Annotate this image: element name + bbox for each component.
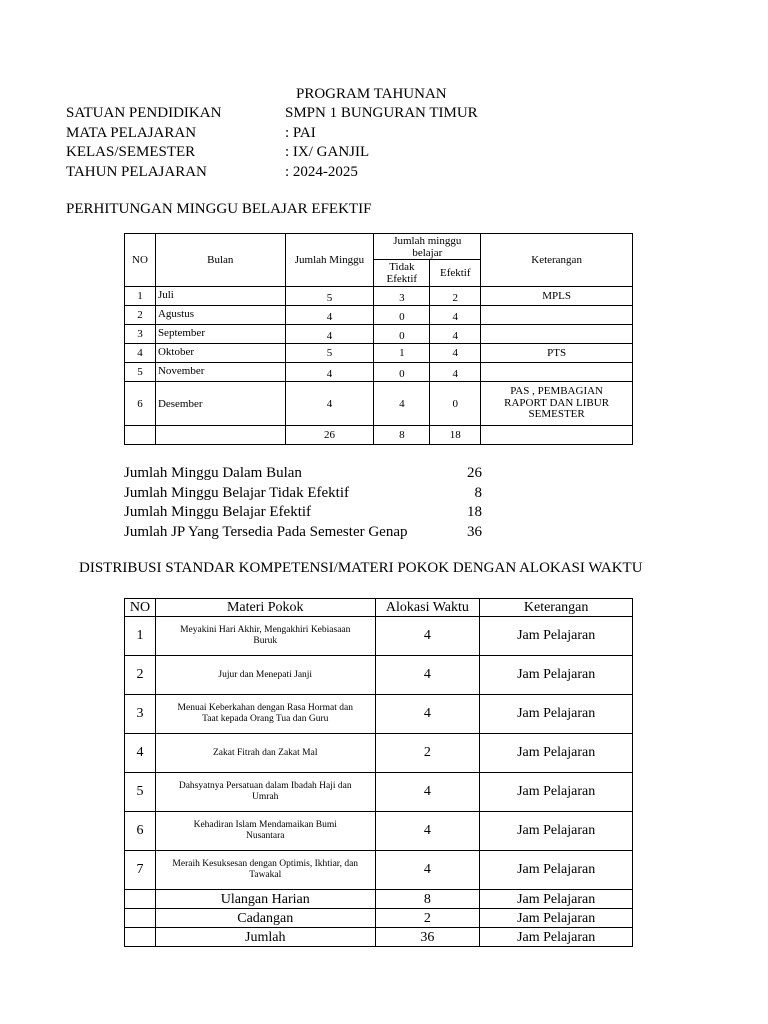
col-header-efektif: Efektif xyxy=(430,260,481,287)
cell-empty xyxy=(125,928,156,947)
cell-keterangan: Jam Pelajaran xyxy=(480,851,633,890)
summary-row xyxy=(124,523,482,543)
cell-bulan: November xyxy=(155,363,285,382)
cell-jumlah: 4 xyxy=(285,325,374,344)
header-label: TAHUN PELAJARAN xyxy=(66,163,207,180)
cell-no: 4 xyxy=(125,734,156,773)
document-title: PROGRAM TAHUNAN xyxy=(296,86,447,102)
cell-keterangan xyxy=(481,363,633,382)
cell-no: 6 xyxy=(125,812,156,851)
cell-keterangan: PAS , PEMBAGIAN RAPORT DAN LIBUR SEMESTER xyxy=(481,382,633,426)
table-footer-row xyxy=(125,890,633,909)
cell-no: 2 xyxy=(125,306,156,325)
footer-label: Ulangan Harian xyxy=(155,890,375,909)
cell-keterangan: MPLS xyxy=(481,287,633,306)
table-row xyxy=(125,812,633,851)
cell-jumlah: 4 xyxy=(285,363,374,382)
cell-no: 2 xyxy=(125,656,156,695)
footer-alokasi: 8 xyxy=(375,890,480,909)
cell-bulan: Agustus xyxy=(155,306,285,325)
col-header-alokasi: Alokasi Waktu xyxy=(375,599,480,617)
table-header-row xyxy=(125,234,633,260)
header-row xyxy=(66,124,478,144)
summary-label: Jumlah Minggu Belajar Tidak Efektif xyxy=(124,484,349,501)
cell-alokasi: 4 xyxy=(375,617,480,656)
table-header-row xyxy=(125,599,633,617)
summary-label: Jumlah Minggu Dalam Bulan xyxy=(124,465,302,481)
header-row xyxy=(66,163,478,183)
cell-jumlah: 4 xyxy=(285,306,374,325)
col-header-keterangan: Keterangan xyxy=(481,234,633,287)
cell-no: 1 xyxy=(125,617,156,656)
cell-no: 3 xyxy=(125,695,156,734)
cell-empty xyxy=(125,890,156,909)
cell-efektif: 4 xyxy=(430,306,481,325)
summary-value: 36 xyxy=(467,523,482,540)
cell-keterangan xyxy=(481,306,633,325)
header-label: MATA PELAJARAN xyxy=(66,124,197,141)
col-header-no: NO xyxy=(125,234,156,287)
cell-efektif: 0 xyxy=(430,382,481,426)
summary-label: Jumlah Minggu Belajar Efektif xyxy=(124,504,312,520)
cell-materi: Kehadiran Islam Mendamaikan Bumi Nusantara xyxy=(155,812,375,851)
table-footer-row xyxy=(125,928,633,947)
table-row xyxy=(125,695,633,734)
cell-efektif: 2 xyxy=(430,287,481,306)
header-value: : 2024-2025 xyxy=(285,163,358,180)
header-label: KELAS/SEMESTER xyxy=(66,144,196,160)
cell-tidak-efektif: 1 xyxy=(374,344,430,363)
cell-no: 5 xyxy=(125,363,156,382)
col-header-jumlah-minggu-belajar: Jumlah minggu belajar xyxy=(374,234,481,260)
cell-alokasi: 4 xyxy=(375,812,480,851)
cell-keterangan: PTS xyxy=(481,344,633,363)
cell-keterangan: Jam Pelajaran xyxy=(480,617,633,656)
section-title-distribution: DISTRIBUSI STANDAR KOMPETENSI/MATERI POKOK DENGAN ALOKASI WAKTU xyxy=(79,560,643,576)
cell-no: 1 xyxy=(125,287,156,306)
summary-row xyxy=(124,503,482,523)
header-value: : IX/ GANJIL xyxy=(285,144,370,160)
cell-empty xyxy=(155,426,285,445)
cell-efektif: 4 xyxy=(430,325,481,344)
section-title-effective-weeks: PERHITUNGAN MINGGU BELAJAR EFEKTIF xyxy=(66,201,372,217)
cell-no: 3 xyxy=(125,325,156,344)
header-value: : PAI xyxy=(285,124,316,141)
header-row xyxy=(66,143,478,163)
cell-keterangan xyxy=(481,325,633,344)
cell-no: 7 xyxy=(125,851,156,890)
table-row xyxy=(125,773,633,812)
col-header-jumlah-minggu: Jumlah Minggu xyxy=(285,234,374,287)
table-row xyxy=(125,382,633,426)
summary-row xyxy=(124,464,482,484)
col-header-keterangan: Keterangan xyxy=(480,599,633,617)
cell-jumlah: 5 xyxy=(285,287,374,306)
cell-empty xyxy=(125,909,156,928)
effective-weeks-table xyxy=(124,233,633,445)
cell-tidak-efektif: 0 xyxy=(374,363,430,382)
cell-alokasi: 2 xyxy=(375,734,480,773)
cell-efektif: 4 xyxy=(430,344,481,363)
total-jumlah: 26 xyxy=(285,426,374,445)
col-header-tidak-efektif: Tidak Efektif xyxy=(374,260,430,287)
cell-alokasi: 4 xyxy=(375,656,480,695)
summary-value: 26 xyxy=(467,465,482,481)
cell-tidak-efektif: 0 xyxy=(374,306,430,325)
table-total-row xyxy=(125,426,633,445)
table-footer-row xyxy=(125,909,633,928)
table-row xyxy=(125,617,633,656)
cell-jumlah: 4 xyxy=(285,382,374,426)
footer-label: Jumlah xyxy=(155,928,375,947)
cell-bulan: Oktober xyxy=(155,344,285,363)
table-row xyxy=(125,287,633,306)
summary-value: 18 xyxy=(467,504,482,520)
table-row xyxy=(125,363,633,382)
summary-block xyxy=(124,464,482,542)
summary-label: Jumlah JP Yang Tersedia Pada Semester Genap xyxy=(124,523,408,540)
table-row xyxy=(125,325,633,344)
cell-alokasi: 4 xyxy=(375,695,480,734)
col-header-materi: Materi Pokok xyxy=(155,599,375,617)
cell-materi: Jujur dan Menepati Janji xyxy=(155,656,375,695)
cell-no: 6 xyxy=(125,382,156,426)
cell-materi: Meraih Kesuksesan dengan Optimis, Ikhtiar, dan Tawakal xyxy=(155,851,375,890)
header-label: SATUAN PENDIDIKAN xyxy=(66,105,222,121)
cell-keterangan: Jam Pelajaran xyxy=(480,812,633,851)
header-value: SMPN 1 BUNGURAN TIMUR xyxy=(285,105,478,121)
cell-bulan: Juli xyxy=(155,287,285,306)
total-efektif: 18 xyxy=(430,426,481,445)
table-row xyxy=(125,734,633,773)
cell-alokasi: 4 xyxy=(375,851,480,890)
document-header xyxy=(66,104,478,182)
material-distribution-table xyxy=(124,598,633,947)
footer-alokasi: 36 xyxy=(375,928,480,947)
cell-no: 4 xyxy=(125,344,156,363)
total-tidak-efektif: 8 xyxy=(374,426,430,445)
cell-materi: Zakat Fitrah dan Zakat Mal xyxy=(155,734,375,773)
footer-alokasi: 2 xyxy=(375,909,480,928)
footer-label: Cadangan xyxy=(155,909,375,928)
table-row xyxy=(125,851,633,890)
cell-keterangan: Jam Pelajaran xyxy=(480,656,633,695)
cell-keterangan: Jam Pelajaran xyxy=(480,773,633,812)
cell-keterangan: Jam Pelajaran xyxy=(480,734,633,773)
col-header-no: NO xyxy=(125,599,156,617)
cell-empty xyxy=(481,426,633,445)
cell-materi: Menuai Keberkahan dengan Rasa Hormat dan Taat kepada Orang Tua dan Guru xyxy=(155,695,375,734)
footer-keterangan: Jam Pelajaran xyxy=(480,890,633,909)
cell-bulan: September xyxy=(155,325,285,344)
cell-no: 5 xyxy=(125,773,156,812)
cell-materi: Dahsyatnya Persatuan dalam Ibadah Haji dan Umrah xyxy=(155,773,375,812)
summary-row xyxy=(124,484,482,504)
summary-value: 8 xyxy=(474,484,482,501)
footer-keterangan: Jam Pelajaran xyxy=(480,909,633,928)
cell-bulan: Desember xyxy=(155,382,285,426)
cell-keterangan: Jam Pelajaran xyxy=(480,695,633,734)
cell-empty xyxy=(125,426,156,445)
cell-tidak-efektif: 3 xyxy=(374,287,430,306)
table-row xyxy=(125,656,633,695)
col-header-bulan: Bulan xyxy=(155,234,285,287)
table-row xyxy=(125,344,633,363)
cell-tidak-efektif: 0 xyxy=(374,325,430,344)
cell-jumlah: 5 xyxy=(285,344,374,363)
cell-materi: Meyakini Hari Akhir, Mengakhiri Kebiasaan Buruk xyxy=(155,617,375,656)
cell-alokasi: 4 xyxy=(375,773,480,812)
table-row xyxy=(125,306,633,325)
header-row xyxy=(66,104,478,124)
cell-efektif: 4 xyxy=(430,363,481,382)
footer-keterangan: Jam Pelajaran xyxy=(480,928,633,947)
cell-tidak-efektif: 4 xyxy=(374,382,430,426)
